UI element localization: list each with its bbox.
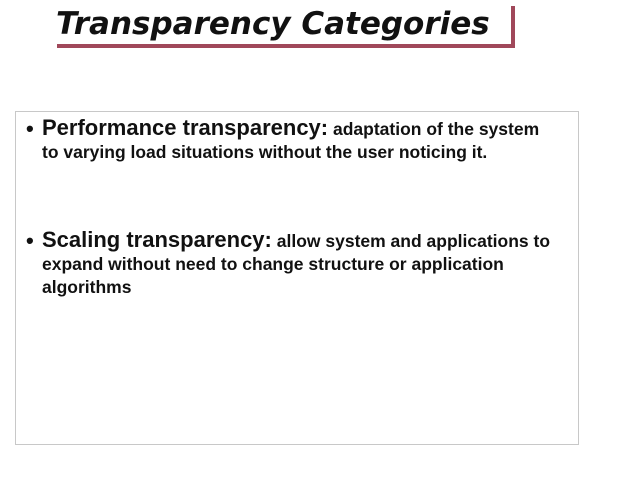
bullet-scaling-transparency xyxy=(26,228,556,299)
slide-title: Transparency Categories xyxy=(56,6,490,42)
bullet-performance-transparency xyxy=(26,116,556,164)
title-underline xyxy=(57,44,515,48)
bullet-marker: • xyxy=(26,228,34,253)
bullet-term: Scaling transparency: xyxy=(42,227,272,252)
bullet-description: adaptation of the system to varying load situations without the user noticing it. xyxy=(42,119,540,162)
bullet-marker: • xyxy=(26,116,34,141)
title-accent-bar xyxy=(511,6,515,48)
bullet-text xyxy=(42,116,556,164)
bullet-description: allow system and applications to expand without need to change structure or application algorithms xyxy=(42,231,551,297)
bullet-text xyxy=(42,228,556,299)
bullet-term: Performance transparency: xyxy=(42,115,329,140)
